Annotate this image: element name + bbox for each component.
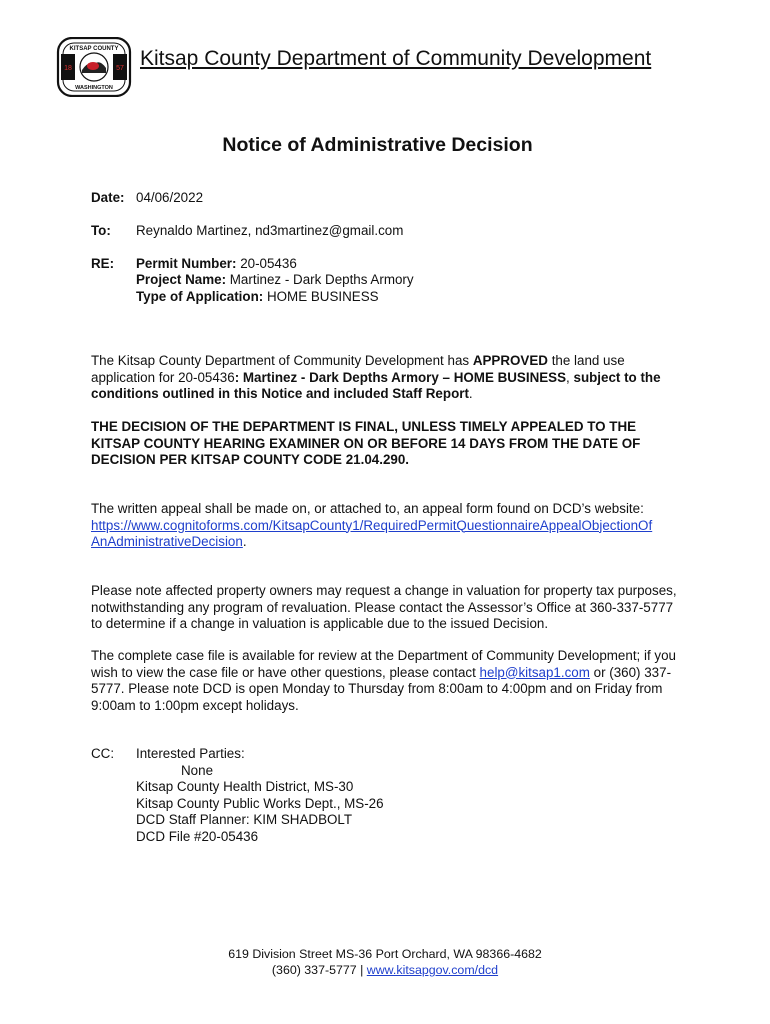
decision-project: : Martinez - Dark Depths Armory – HOME BUSINESS [234,369,567,385]
county-seal-logo [56,37,132,97]
re-label: RE: [91,256,115,271]
project-line [136,272,414,289]
seal-top-text: KITSAP COUNTY [69,46,119,52]
footer-website-link[interactable]: www.kitsapgov.com/dcd [366,963,499,977]
decision-text-a: The Kitsap County Department of Community Development has [91,353,473,368]
to-label: To: [91,223,111,238]
appeal-trailing: . [242,534,247,549]
cc-label: CC: [91,746,115,761]
casefile-paragraph [91,648,681,714]
footer-separator: | [356,963,367,977]
decision-paragraph [91,353,681,403]
cc-line: Kitsap County Health District, MS-30 [136,779,354,794]
cc-line: Interested Parties: [136,746,245,761]
project-value: Martinez - Dark Depths Armory [229,272,414,287]
cc-line: DCD Staff Planner: KIM SHADBOLT [136,812,353,827]
footer-contact [0,963,770,979]
permit-label: Permit Number: [136,256,237,271]
final-decision-notice: THE DECISION OF THE DEPARTMENT IS FINAL, UNLESS TIMELY APPEALED TO THE KITSAP COUNTY HEARING EXAMINER ON OR BEFORE 14 DAYS FROM THE DATE OF DECISION PER KITSAP COUNTY CODE 21.04.290. [91,419,641,467]
org-name: Kitsap County Department of Community Development [140,47,652,70]
appeal-paragraph [91,501,681,551]
date-label: Date: [91,190,125,205]
type-value: HOME BUSINESS [266,289,379,304]
cc-line: DCD File #20-05436 [136,829,259,844]
decision-text-e: , [566,369,574,385]
casefile-text-a: The complete case file is available for review at the Department of Community Development; if you wish to view the case file or have other questions, please contact [91,648,676,680]
seal-left-year: 18 [64,65,72,72]
valuation-paragraph: Please note affected property owners may request a change in valuation for property tax purposes, notwithstanding any program of revaluation. Please contact the Assessor’s Office at 360-337-5777 to determine if a change in valuation is applicable due to the issued Decision. [91,583,677,631]
permit-line [136,256,297,273]
appeal-intro: The written appeal shall be made on, or attached to, an appeal form found on DCD’s website: [91,501,644,516]
permit-value: 20-05436 [240,256,297,271]
type-line [136,289,379,306]
page-title: Notice of Administrative Decision [222,134,533,156]
type-label: Type of Application: [136,289,264,304]
footer-phone: (360) 337-5777 [271,963,357,977]
to-value: Reynaldo Martinez, nd3martinez@gmail.com [136,223,404,238]
decision-approved: APPROVED [472,353,548,368]
project-label: Project Name: [136,272,227,287]
cc-line: None [181,763,214,778]
casefile-text-b: or (360) 337-5777. Please note DCD is open Monday to Thursday from 8:00am to 4:00pm and on Friday from 9:00am to 1:00pm except holidays. [91,664,672,713]
decision-conditions: subject to the conditions outlined in this Notice and included Staff Report [91,369,661,401]
date-value: 04/06/2022 [136,190,204,205]
appeal-form-link-cont[interactable]: AnAdministrativeDecision [91,534,243,549]
footer-address: 619 Division Street MS-36 Port Orchard, WA 98366-4682 [228,947,542,961]
seal-bottom-text: WASHINGTON [75,85,113,91]
help-email-link[interactable]: help@kitsap1.com [479,664,590,680]
seal-right-year: 57 [116,65,124,72]
appeal-form-link[interactable]: https://www.cognitoforms.com/KitsapCounty1/RequiredPermitQuestionnaireAppealObjectionOf [91,517,653,533]
cc-line: Kitsap County Public Works Dept., MS-26 [136,796,384,811]
decision-text-g: . [468,386,473,401]
decision-text-c: the land use application for 20-05436 [91,353,625,385]
